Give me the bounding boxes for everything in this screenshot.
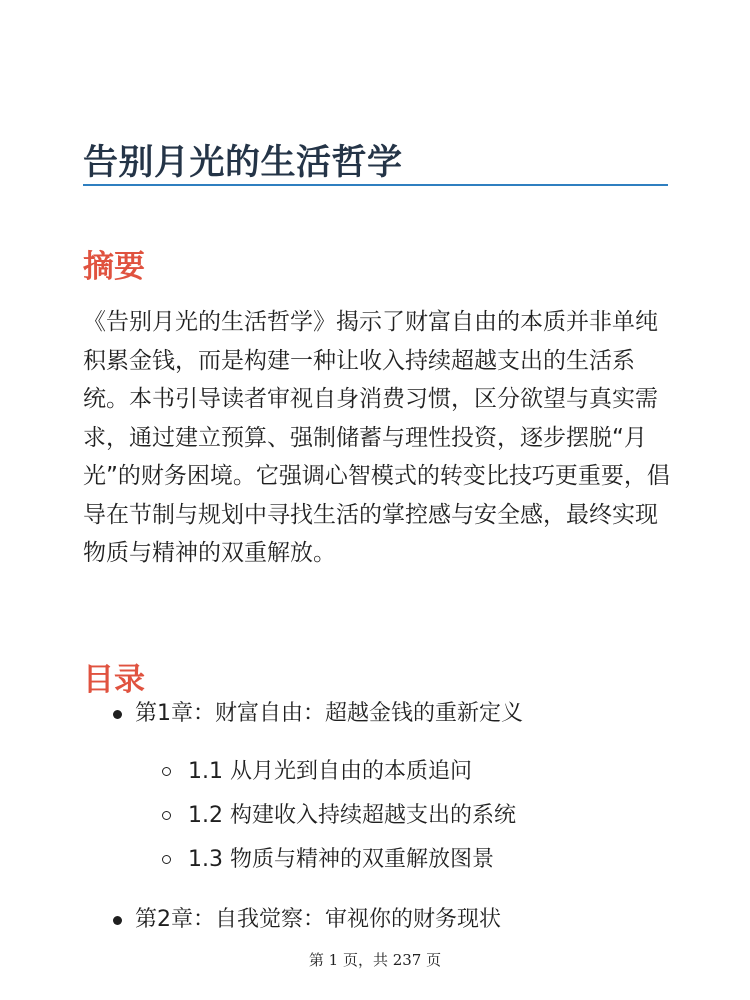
hollow-circle-bullet-icon xyxy=(162,811,171,820)
section-label: 1.3 物质与精神的双重解放图景 xyxy=(188,847,494,872)
summary-heading: 摘要 xyxy=(83,248,145,285)
table-of-contents-heading: 目录 xyxy=(83,661,145,698)
bullet-dot-icon xyxy=(113,916,122,925)
page-number-footer: 第 1 页，共 237 页 xyxy=(308,951,442,969)
title-divider xyxy=(83,184,668,186)
toc-chapter-1[interactable] xyxy=(83,696,673,886)
hollow-circle-bullet-icon xyxy=(162,767,171,776)
table-of-contents xyxy=(83,696,673,938)
section-label: 1.2 构建收入持续超越支出的系统 xyxy=(188,803,516,828)
chapter-label: 第2章：自我觉察：审视你的财务现状 xyxy=(135,907,501,932)
toc-section-1-3[interactable] xyxy=(83,842,673,886)
section-label: 1.1 从月光到自由的本质追问 xyxy=(188,759,472,784)
chapter-label: 第1章：财富自由：超越金钱的重新定义 xyxy=(135,701,523,726)
toc-section-1-2[interactable] xyxy=(83,798,673,842)
summary-text: 《告别月光的生活哲学》揭示了财富自由的本质并非单纯积累金钱，而是构建一种让收入持续超越支出的生活系统。本书引导读者审视自身消费习惯，区分欲望与真实需求，通过建立预算、强制储蓄与理性投资，逐步摆脱“月光”的财务困境。它强调心智模式的转变比技巧更重要，倡导在节制与规划中寻找生活的掌控感与安全感，最终实现物质与精神的双重解放。 xyxy=(83,309,670,566)
bullet-dot-icon xyxy=(113,710,122,719)
document-title: 告别月光的生活哲学 xyxy=(83,143,403,184)
toc-section-1-1[interactable] xyxy=(83,754,673,798)
chapter-1-sections xyxy=(135,754,673,886)
toc-chapter-2[interactable] xyxy=(83,902,673,938)
hollow-circle-bullet-icon xyxy=(162,855,171,864)
